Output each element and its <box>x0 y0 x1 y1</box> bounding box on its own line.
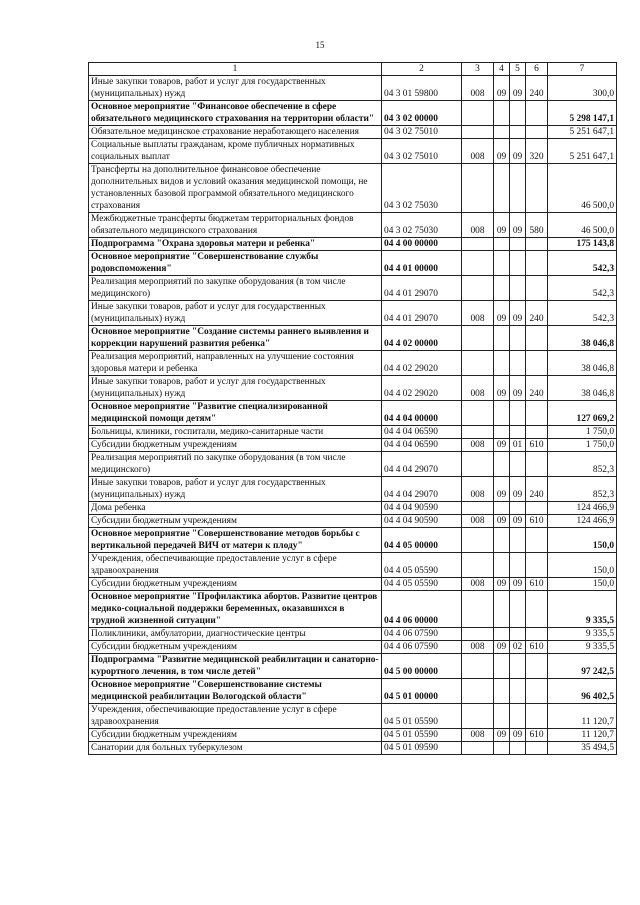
row-name-cell: Обязательное медицинское страхование неработающего населения <box>89 126 382 139</box>
row-code-cell: 04 4 06 07590 <box>382 641 462 654</box>
row-subsection-cell: 09 <box>510 729 526 742</box>
row-ministry-cell <box>462 164 494 213</box>
table-row <box>89 164 617 213</box>
row-code-cell: 04 4 04 00000 <box>382 401 462 426</box>
table-row <box>89 452 617 477</box>
row-ministry-cell <box>462 628 494 641</box>
row-expense-type-cell <box>526 351 548 376</box>
row-section-cell: 09 <box>494 729 510 742</box>
table-row <box>89 301 617 326</box>
row-subsection-cell <box>510 502 526 515</box>
row-sum-cell: 852,3 <box>548 452 617 477</box>
row-sum-cell: 38 046,8 <box>548 351 617 376</box>
row-section-cell <box>494 426 510 439</box>
row-subsection-cell <box>510 126 526 139</box>
row-code-cell: 04 4 05 05590 <box>382 553 462 578</box>
table-row <box>89 553 617 578</box>
row-expense-type-cell <box>526 238 548 251</box>
row-subsection-cell <box>510 276 526 301</box>
row-expense-type-cell <box>526 704 548 729</box>
row-name-cell: Основное мероприятие "Совершенствование методов борьбы с вертикальной передачей ВИЧ от матери к плоду" <box>89 528 382 553</box>
row-name-cell: Учреждения, обеспечивающие предоставление услуг в сфере здравоохранения <box>89 553 382 578</box>
table-row <box>89 679 617 704</box>
row-name-cell: Учреждения, обеспечивающие предоставление услуг в сфере здравоохранения <box>89 704 382 729</box>
row-expense-type-cell: 320 <box>526 139 548 164</box>
row-subsection-cell <box>510 704 526 729</box>
row-sum-cell: 542,3 <box>548 251 617 276</box>
row-subsection-cell <box>510 452 526 477</box>
row-subsection-cell: 09 <box>510 578 526 591</box>
row-section-cell <box>494 679 510 704</box>
row-subsection-cell <box>510 401 526 426</box>
row-ministry-cell: 008 <box>462 439 494 452</box>
row-expense-type-cell <box>526 452 548 477</box>
row-sum-cell: 11 120,7 <box>548 729 617 742</box>
row-code-cell: 04 4 02 00000 <box>382 326 462 351</box>
row-name-cell: Иные закупки товаров, работ и услуг для государственных (муниципальных) нужд <box>89 301 382 326</box>
row-name-cell: Иные закупки товаров, работ и услуг для государственных (муниципальных) нужд <box>89 376 382 401</box>
row-section-cell: 09 <box>494 578 510 591</box>
row-sum-cell: 542,3 <box>548 301 617 326</box>
row-code-cell: 04 4 05 05590 <box>382 578 462 591</box>
row-sum-cell: 542,3 <box>548 276 617 301</box>
row-code-cell: 04 3 02 00000 <box>382 101 462 126</box>
row-sum-cell: 35 494,5 <box>548 742 617 755</box>
row-name-cell: Субсидии бюджетным учреждениям <box>89 515 382 528</box>
table-row <box>89 351 617 376</box>
row-sum-cell: 9 335,5 <box>548 641 617 654</box>
row-sum-cell: 97 242,5 <box>548 654 617 679</box>
row-sum-cell: 1 750,0 <box>548 426 617 439</box>
row-section-cell: 09 <box>494 301 510 326</box>
row-subsection-cell <box>510 528 526 553</box>
row-subsection-cell: 09 <box>510 301 526 326</box>
table-row <box>89 238 617 251</box>
table-row <box>89 742 617 755</box>
row-code-cell: 04 4 04 29070 <box>382 452 462 477</box>
table-row <box>89 654 617 679</box>
row-expense-type-cell <box>526 654 548 679</box>
row-name-cell: Дома ребенка <box>89 502 382 515</box>
row-subsection-cell: 09 <box>510 213 526 238</box>
row-subsection-cell <box>510 553 526 578</box>
row-sum-cell: 150,0 <box>548 528 617 553</box>
row-section-cell: 09 <box>494 139 510 164</box>
row-ministry-cell: 008 <box>462 139 494 164</box>
row-subsection-cell <box>510 654 526 679</box>
row-section-cell <box>494 164 510 213</box>
row-name-cell: Основное мероприятие "Совершенствование системы медицинской реабилитации Вологодской области" <box>89 679 382 704</box>
row-expense-type-cell <box>526 401 548 426</box>
row-section-cell <box>494 553 510 578</box>
table-row <box>89 704 617 729</box>
row-section-cell: 09 <box>494 213 510 238</box>
row-name-cell: Основное мероприятие "Профилактика абортов. Развитие центров медико-социальной поддержки беременных, оказавшихся в трудной жизненной ситуации" <box>89 591 382 628</box>
row-name-cell: Субсидии бюджетным учреждениям <box>89 439 382 452</box>
row-section-cell <box>494 101 510 126</box>
row-name-cell: Субсидии бюджетным учреждениям <box>89 729 382 742</box>
row-ministry-cell <box>462 528 494 553</box>
row-name-cell: Иные закупки товаров, работ и услуг для государственных (муниципальных) нужд <box>89 76 382 101</box>
row-sum-cell: 11 120,7 <box>548 704 617 729</box>
row-section-cell <box>494 251 510 276</box>
row-ministry-cell <box>462 591 494 628</box>
row-section-cell: 09 <box>494 76 510 101</box>
row-subsection-cell <box>510 591 526 628</box>
row-subsection-cell: 09 <box>510 477 526 502</box>
row-sum-cell: 124 466,9 <box>548 502 617 515</box>
table-row <box>89 139 617 164</box>
row-expense-type-cell <box>526 164 548 213</box>
row-code-cell: 04 4 01 00000 <box>382 251 462 276</box>
row-section-cell <box>494 401 510 426</box>
header-cell: 1 <box>89 63 382 76</box>
row-subsection-cell <box>510 164 526 213</box>
row-ministry-cell <box>462 679 494 704</box>
row-expense-type-cell <box>526 591 548 628</box>
row-section-cell <box>494 238 510 251</box>
row-section-cell <box>494 654 510 679</box>
row-sum-cell: 124 466,9 <box>548 515 617 528</box>
row-code-cell: 04 4 05 00000 <box>382 528 462 553</box>
row-subsection-cell <box>510 238 526 251</box>
row-subsection-cell <box>510 351 526 376</box>
row-ministry-cell <box>462 238 494 251</box>
row-expense-type-cell <box>526 251 548 276</box>
row-code-cell: 04 3 02 75030 <box>382 164 462 213</box>
row-ministry-cell <box>462 351 494 376</box>
row-subsection-cell: 09 <box>510 76 526 101</box>
row-code-cell: 04 3 02 75010 <box>382 139 462 164</box>
row-ministry-cell <box>462 742 494 755</box>
row-sum-cell: 96 402,5 <box>548 679 617 704</box>
budget-table <box>88 62 617 755</box>
row-code-cell: 04 5 01 09590 <box>382 742 462 755</box>
row-ministry-cell: 008 <box>462 376 494 401</box>
row-ministry-cell <box>462 101 494 126</box>
row-sum-cell: 5 298 147,1 <box>548 101 617 126</box>
row-name-cell: Иные закупки товаров, работ и услуг для государственных (муниципальных) нужд <box>89 477 382 502</box>
row-name-cell: Субсидии бюджетным учреждениям <box>89 641 382 654</box>
header-cell: 4 <box>494 63 510 76</box>
row-ministry-cell <box>462 276 494 301</box>
row-name-cell: Реализация мероприятий по закупке оборудования (в том числе медицинского) <box>89 452 382 477</box>
row-name-cell: Трансферты на дополнительное финансовое обеспечение дополнительных видов и условий оказания медицинской помощи, не установленных базовой программой обязательного медицинского страхования <box>89 164 382 213</box>
row-name-cell: Межбюджетные трансферты бюджетам территориальных фондов обязательного медицинского страхования <box>89 213 382 238</box>
row-code-cell: 04 3 02 75030 <box>382 213 462 238</box>
row-section-cell <box>494 351 510 376</box>
row-expense-type-cell: 240 <box>526 301 548 326</box>
row-ministry-cell <box>462 704 494 729</box>
row-code-cell: 04 4 06 00000 <box>382 591 462 628</box>
row-code-cell: 04 4 04 29070 <box>382 477 462 502</box>
row-expense-type-cell <box>526 679 548 704</box>
row-sum-cell: 9 335,5 <box>548 628 617 641</box>
row-name-cell: Основное мероприятие "Финансовое обеспечение в сфере обязательного медицинского страхования на территории области" <box>89 101 382 126</box>
row-ministry-cell: 008 <box>462 213 494 238</box>
row-name-cell: Подпрограмма "Охрана здоровья матери и ребенка" <box>89 238 382 251</box>
table-row <box>89 591 617 628</box>
row-section-cell <box>494 452 510 477</box>
table-row <box>89 641 617 654</box>
table-row <box>89 376 617 401</box>
table-row <box>89 477 617 502</box>
row-code-cell: 04 4 01 29070 <box>382 301 462 326</box>
row-code-cell: 04 4 04 90590 <box>382 502 462 515</box>
row-ministry-cell <box>462 452 494 477</box>
row-expense-type-cell <box>526 528 548 553</box>
row-ministry-cell: 008 <box>462 515 494 528</box>
row-expense-type-cell <box>526 628 548 641</box>
row-section-cell: 09 <box>494 376 510 401</box>
row-section-cell: 09 <box>494 477 510 502</box>
row-sum-cell: 175 143,8 <box>548 238 617 251</box>
table-row <box>89 326 617 351</box>
row-ministry-cell <box>462 126 494 139</box>
row-section-cell <box>494 326 510 351</box>
row-subsection-cell <box>510 251 526 276</box>
table-row <box>89 528 617 553</box>
row-sum-cell: 5 251 647,1 <box>548 126 617 139</box>
row-code-cell: 04 3 02 75010 <box>382 126 462 139</box>
row-ministry-cell <box>462 426 494 439</box>
table-row <box>89 126 617 139</box>
row-section-cell: 09 <box>494 515 510 528</box>
header-cell: 3 <box>462 63 494 76</box>
row-expense-type-cell: 610 <box>526 641 548 654</box>
row-sum-cell: 852,3 <box>548 477 617 502</box>
row-section-cell <box>494 742 510 755</box>
row-ministry-cell: 008 <box>462 641 494 654</box>
row-subsection-cell <box>510 679 526 704</box>
row-section-cell <box>494 276 510 301</box>
row-ministry-cell <box>462 654 494 679</box>
header-cell: 6 <box>526 63 548 76</box>
row-expense-type-cell: 610 <box>526 729 548 742</box>
row-section-cell <box>494 126 510 139</box>
row-name-cell: Субсидии бюджетным учреждениям <box>89 578 382 591</box>
row-expense-type-cell: 610 <box>526 578 548 591</box>
row-ministry-cell <box>462 502 494 515</box>
row-code-cell: 04 4 04 90590 <box>382 515 462 528</box>
row-ministry-cell <box>462 251 494 276</box>
row-sum-cell: 46 500,0 <box>548 213 617 238</box>
row-subsection-cell: 09 <box>510 139 526 164</box>
row-expense-type-cell <box>526 101 548 126</box>
row-ministry-cell: 008 <box>462 578 494 591</box>
row-name-cell: Основное мероприятие "Создание системы раннего выявления и коррекции нарушений развития ребенка" <box>89 326 382 351</box>
row-name-cell: Реализация мероприятий по закупке оборудования (в том числе медицинского) <box>89 276 382 301</box>
row-subsection-cell: 01 <box>510 439 526 452</box>
row-code-cell: 04 4 02 29020 <box>382 376 462 401</box>
row-code-cell: 04 4 04 06590 <box>382 439 462 452</box>
table-row <box>89 578 617 591</box>
table-row <box>89 76 617 101</box>
row-name-cell: Реализация мероприятий, направленных на улучшение состояния здоровья матери и ребенка <box>89 351 382 376</box>
row-expense-type-cell <box>526 426 548 439</box>
row-expense-type-cell <box>526 553 548 578</box>
row-name-cell: Основное мероприятие "Развитие специализированной медицинской помощи детям" <box>89 401 382 426</box>
row-section-cell <box>494 502 510 515</box>
row-sum-cell: 150,0 <box>548 578 617 591</box>
page-number: 15 <box>315 40 325 50</box>
row-subsection-cell <box>510 628 526 641</box>
row-code-cell: 04 4 02 29020 <box>382 351 462 376</box>
row-ministry-cell <box>462 326 494 351</box>
table-row <box>89 439 617 452</box>
row-expense-type-cell: 240 <box>526 76 548 101</box>
table-row <box>89 101 617 126</box>
row-code-cell: 04 4 00 00000 <box>382 238 462 251</box>
row-expense-type-cell <box>526 326 548 351</box>
table-header-row <box>89 63 617 76</box>
table-row <box>89 251 617 276</box>
row-section-cell <box>494 628 510 641</box>
row-subsection-cell <box>510 326 526 351</box>
row-expense-type-cell: 610 <box>526 439 548 452</box>
row-section-cell: 09 <box>494 641 510 654</box>
row-expense-type-cell <box>526 126 548 139</box>
table-row <box>89 276 617 301</box>
row-code-cell: 04 3 01 59800 <box>382 76 462 101</box>
row-sum-cell: 38 046,8 <box>548 326 617 351</box>
table-row <box>89 628 617 641</box>
row-code-cell: 04 5 01 05590 <box>382 729 462 742</box>
row-subsection-cell <box>510 426 526 439</box>
row-sum-cell: 38 046,8 <box>548 376 617 401</box>
row-sum-cell: 300,0 <box>548 76 617 101</box>
row-expense-type-cell: 240 <box>526 477 548 502</box>
row-code-cell: 04 5 01 05590 <box>382 704 462 729</box>
row-code-cell: 04 4 06 07590 <box>382 628 462 641</box>
row-expense-type-cell <box>526 742 548 755</box>
header-cell: 7 <box>548 63 617 76</box>
row-section-cell: 09 <box>494 439 510 452</box>
row-section-cell <box>494 528 510 553</box>
row-name-cell: Подпрограмма "Развитие медицинской реабилитации и санаторно-курортного лечения, в том числе детей" <box>89 654 382 679</box>
row-expense-type-cell: 240 <box>526 376 548 401</box>
row-name-cell: Санатории для больных туберкулезом <box>89 742 382 755</box>
row-expense-type-cell: 610 <box>526 515 548 528</box>
row-subsection-cell <box>510 101 526 126</box>
table-row <box>89 426 617 439</box>
row-ministry-cell: 008 <box>462 729 494 742</box>
row-section-cell <box>494 704 510 729</box>
row-name-cell: Основное мероприятие "Совершенствование службы родовспоможения" <box>89 251 382 276</box>
row-sum-cell: 5 251 647,1 <box>548 139 617 164</box>
row-name-cell: Социальные выплаты гражданам, кроме публичных нормативных социальных выплат <box>89 139 382 164</box>
row-sum-cell: 9 335,5 <box>548 591 617 628</box>
row-ministry-cell <box>462 553 494 578</box>
table-row <box>89 502 617 515</box>
row-expense-type-cell <box>526 502 548 515</box>
row-expense-type-cell: 580 <box>526 213 548 238</box>
row-sum-cell: 1 750,0 <box>548 439 617 452</box>
row-sum-cell: 150,0 <box>548 553 617 578</box>
row-expense-type-cell <box>526 276 548 301</box>
row-subsection-cell: 09 <box>510 515 526 528</box>
table-row <box>89 213 617 238</box>
row-subsection-cell <box>510 742 526 755</box>
row-code-cell: 04 4 04 06590 <box>382 426 462 439</box>
row-sum-cell: 127 069,2 <box>548 401 617 426</box>
row-subsection-cell: 02 <box>510 641 526 654</box>
table-row <box>89 729 617 742</box>
row-ministry-cell <box>462 401 494 426</box>
row-ministry-cell: 008 <box>462 76 494 101</box>
row-subsection-cell: 09 <box>510 376 526 401</box>
row-ministry-cell: 008 <box>462 301 494 326</box>
table-row <box>89 515 617 528</box>
row-name-cell: Поликлиники, амбулатории, диагностические центры <box>89 628 382 641</box>
header-cell: 5 <box>510 63 526 76</box>
row-section-cell <box>494 591 510 628</box>
row-code-cell: 04 5 00 00000 <box>382 654 462 679</box>
row-code-cell: 04 4 01 29070 <box>382 276 462 301</box>
row-name-cell: Больницы, клиники, госпитали, медико-санитарные части <box>89 426 382 439</box>
row-sum-cell: 46 500,0 <box>548 164 617 213</box>
row-ministry-cell: 008 <box>462 477 494 502</box>
row-code-cell: 04 5 01 00000 <box>382 679 462 704</box>
header-cell: 2 <box>382 63 462 76</box>
table-row <box>89 401 617 426</box>
